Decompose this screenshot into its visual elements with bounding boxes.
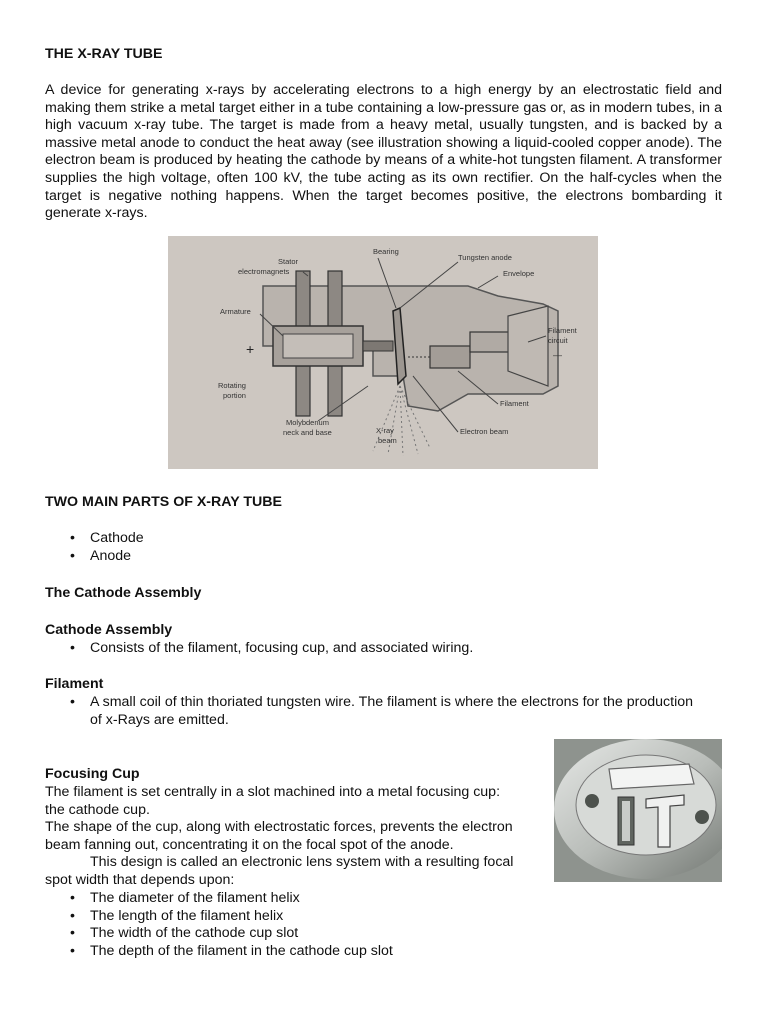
label-minus: —	[553, 350, 562, 360]
label-xray: X-ray	[376, 426, 394, 435]
label-armature: Armature	[220, 307, 251, 316]
list-item: • The depth of the filament in the cathode cup slot	[45, 943, 722, 961]
cathode-assembly-heading: The Cathode Assembly	[45, 585, 202, 601]
label-bearing: Bearing	[373, 247, 399, 256]
xray-tube-diagram	[168, 236, 598, 469]
focusing-cup-illustration	[554, 739, 722, 882]
label-portion: portion	[223, 391, 246, 400]
xray-tube-illustration	[168, 236, 598, 469]
label-rotating: Rotating	[218, 381, 246, 390]
list-item: • The width of the cathode cup slot	[45, 925, 722, 943]
parts-heading: TWO MAIN PARTS OF X-RAY TUBE	[45, 494, 282, 510]
focusing-line: beam fanning out, concentrating it on the focal spot of the anode.	[45, 836, 454, 853]
list-item: • The length of the filament helix	[45, 908, 722, 926]
focusing-line: spot width that depends upon:	[45, 871, 235, 888]
list-item	[45, 694, 722, 729]
focusing-cup-photo	[554, 739, 722, 882]
label-plus: +	[246, 341, 255, 357]
document-title: THE X-RAY TUBE	[45, 46, 163, 62]
focusing-cup-text	[45, 784, 545, 890]
filament-list	[45, 694, 722, 729]
list-item: • Consists of the filament, focusing cup, and associated wiring.	[45, 640, 722, 658]
document-page	[45, 0, 722, 1024]
focal-spot-list	[45, 890, 722, 960]
cathode-assembly-list	[45, 640, 722, 658]
focusing-line: The filament is set centrally in a slot machined into a metal focusing cup:	[45, 784, 501, 800]
list-item: • Anode	[45, 548, 722, 566]
focusing-cup-heading: Focusing Cup	[45, 766, 140, 782]
focusing-line: This design is called an electronic lens system with a resulting focal	[90, 854, 514, 871]
label-electron-beam: Electron beam	[460, 427, 509, 436]
label-beam: beam	[378, 436, 397, 445]
list-item: • Cathode	[45, 530, 722, 548]
list-item: • The diameter of the filament helix	[45, 890, 722, 908]
parts-list	[45, 530, 722, 565]
label-tungsten-anode: Tungsten anode	[458, 253, 512, 262]
focusing-line: the cathode cup.	[45, 801, 150, 818]
label-filament-circuit-2: circuit	[548, 336, 568, 345]
label-filament: Filament	[500, 399, 529, 408]
label-neck-and-base: neck and base	[283, 428, 332, 437]
cathode-assembly-subheading: Cathode Assembly	[45, 622, 173, 638]
label-filament-circuit: Filament	[548, 326, 577, 335]
label-molybdenum: Molybdenum	[286, 418, 329, 427]
filament-line-2: of x-Rays are emitted.	[90, 711, 229, 728]
focusing-line: The shape of the cup, along with electrostatic forces, prevents the electron	[45, 819, 513, 836]
label-envelope: Envelope	[503, 269, 535, 278]
label-stator: Stator	[278, 257, 299, 266]
label-electromagnets: electromagnets	[238, 267, 290, 276]
intro-paragraph: A device for generating x-rays by accelerating electrons to a high energy by an electrostatic field and making them strike a metal target either in a tube containing a low-pressure gas or, as in modern tubes, in a high vacuum x-ray tube. The target is made from a heavy metal, usually tungsten, and is backed by a massive metal anode to conduct the heat away (see illustration showing a liquid-cooled copper anode). The electron beam is produced by heating the cathode by means of a white-hot tungsten filament. A transformer supplies the high voltage, often 100 kV, the tube acting as its own rectifier. On the half-cycles when the target is negative nothing happens. When the target becomes positive, the electrons bombarding it generate x-rays.	[45, 82, 722, 222]
filament-line-1: A small coil of thin thoriated tungsten wire. The filament is where the electrons for the production	[90, 694, 694, 710]
filament-heading: Filament	[45, 676, 104, 692]
